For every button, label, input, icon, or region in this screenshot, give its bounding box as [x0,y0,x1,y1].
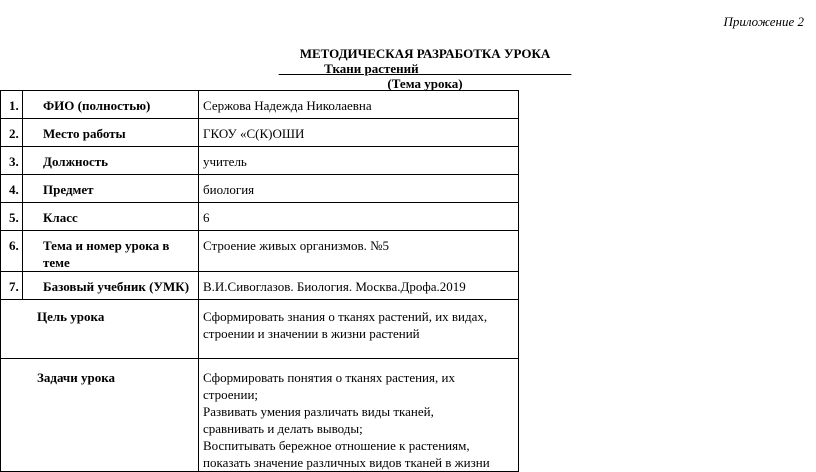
appendix-label: Приложение 2 [723,14,804,29]
lesson-topic: Ткани растений [324,61,419,76]
row-label: Предмет [23,175,199,203]
lesson-topic-line [0,61,816,76]
tasks-line: показать значение различных видов тканей в жизни [203,455,490,470]
row-value: Сержова Надежда Николаевна [199,91,519,119]
row-number: 6. [1,231,23,272]
row-value: биология [199,175,519,203]
goal-line: строении и значении в жизни растений [203,326,420,341]
table-row [1,119,519,147]
goal-line: Сформировать знания о тканях растений, их видах, [203,309,488,324]
row-label: Класс [23,203,199,231]
row-label: Место работы [23,119,199,147]
goal-row [1,300,519,359]
lesson-info-table [0,90,519,472]
table-row [1,272,519,300]
row-number: 1. [1,91,23,119]
table-row [1,231,519,272]
row-value: ГКОУ «С(К)ОШИ [199,119,519,147]
document-header [0,46,816,91]
row-number: 3. [1,147,23,175]
tasks-line: строении; [203,387,259,402]
tasks-label: Задачи урока [1,359,199,472]
row-number: 2. [1,119,23,147]
table-row [1,147,519,175]
goal-label: Цель урока [1,300,199,359]
row-label: Тема и номер урока в теме [23,231,199,272]
goal-value [199,300,519,359]
tasks-line: Сформировать понятия о тканях растения, их [203,370,455,385]
table-row [1,175,519,203]
tasks-row [1,359,519,472]
row-label: Базовый учебник (УМК) [23,272,199,300]
row-number: 5. [1,203,23,231]
row-label: ФИО (полностью) [23,91,199,119]
row-value: учитель [199,147,519,175]
table-row [1,91,519,119]
row-number: 4. [1,175,23,203]
row-label: Должность [23,147,199,175]
tasks-line: Воспитывать бережное отношение к растениям, [203,438,470,453]
tasks-line: Развивать умения различать виды тканей, [203,404,434,419]
row-value: Строение живых организмов. №5 [199,231,519,272]
topic-caption: (Тема урока) [387,76,463,91]
tasks-line: сравнивать и делать выводы; [203,421,363,436]
document-title: МЕТОДИЧЕСКАЯ РАЗРАБОТКА УРОКА [299,46,551,61]
row-number: 7. [1,272,23,300]
table-row [1,203,519,231]
tasks-value [199,359,519,472]
row-value: 6 [199,203,519,231]
row-value: В.И.Сивоглазов. Биология. Москва.Дрофа.2019 [199,272,519,300]
